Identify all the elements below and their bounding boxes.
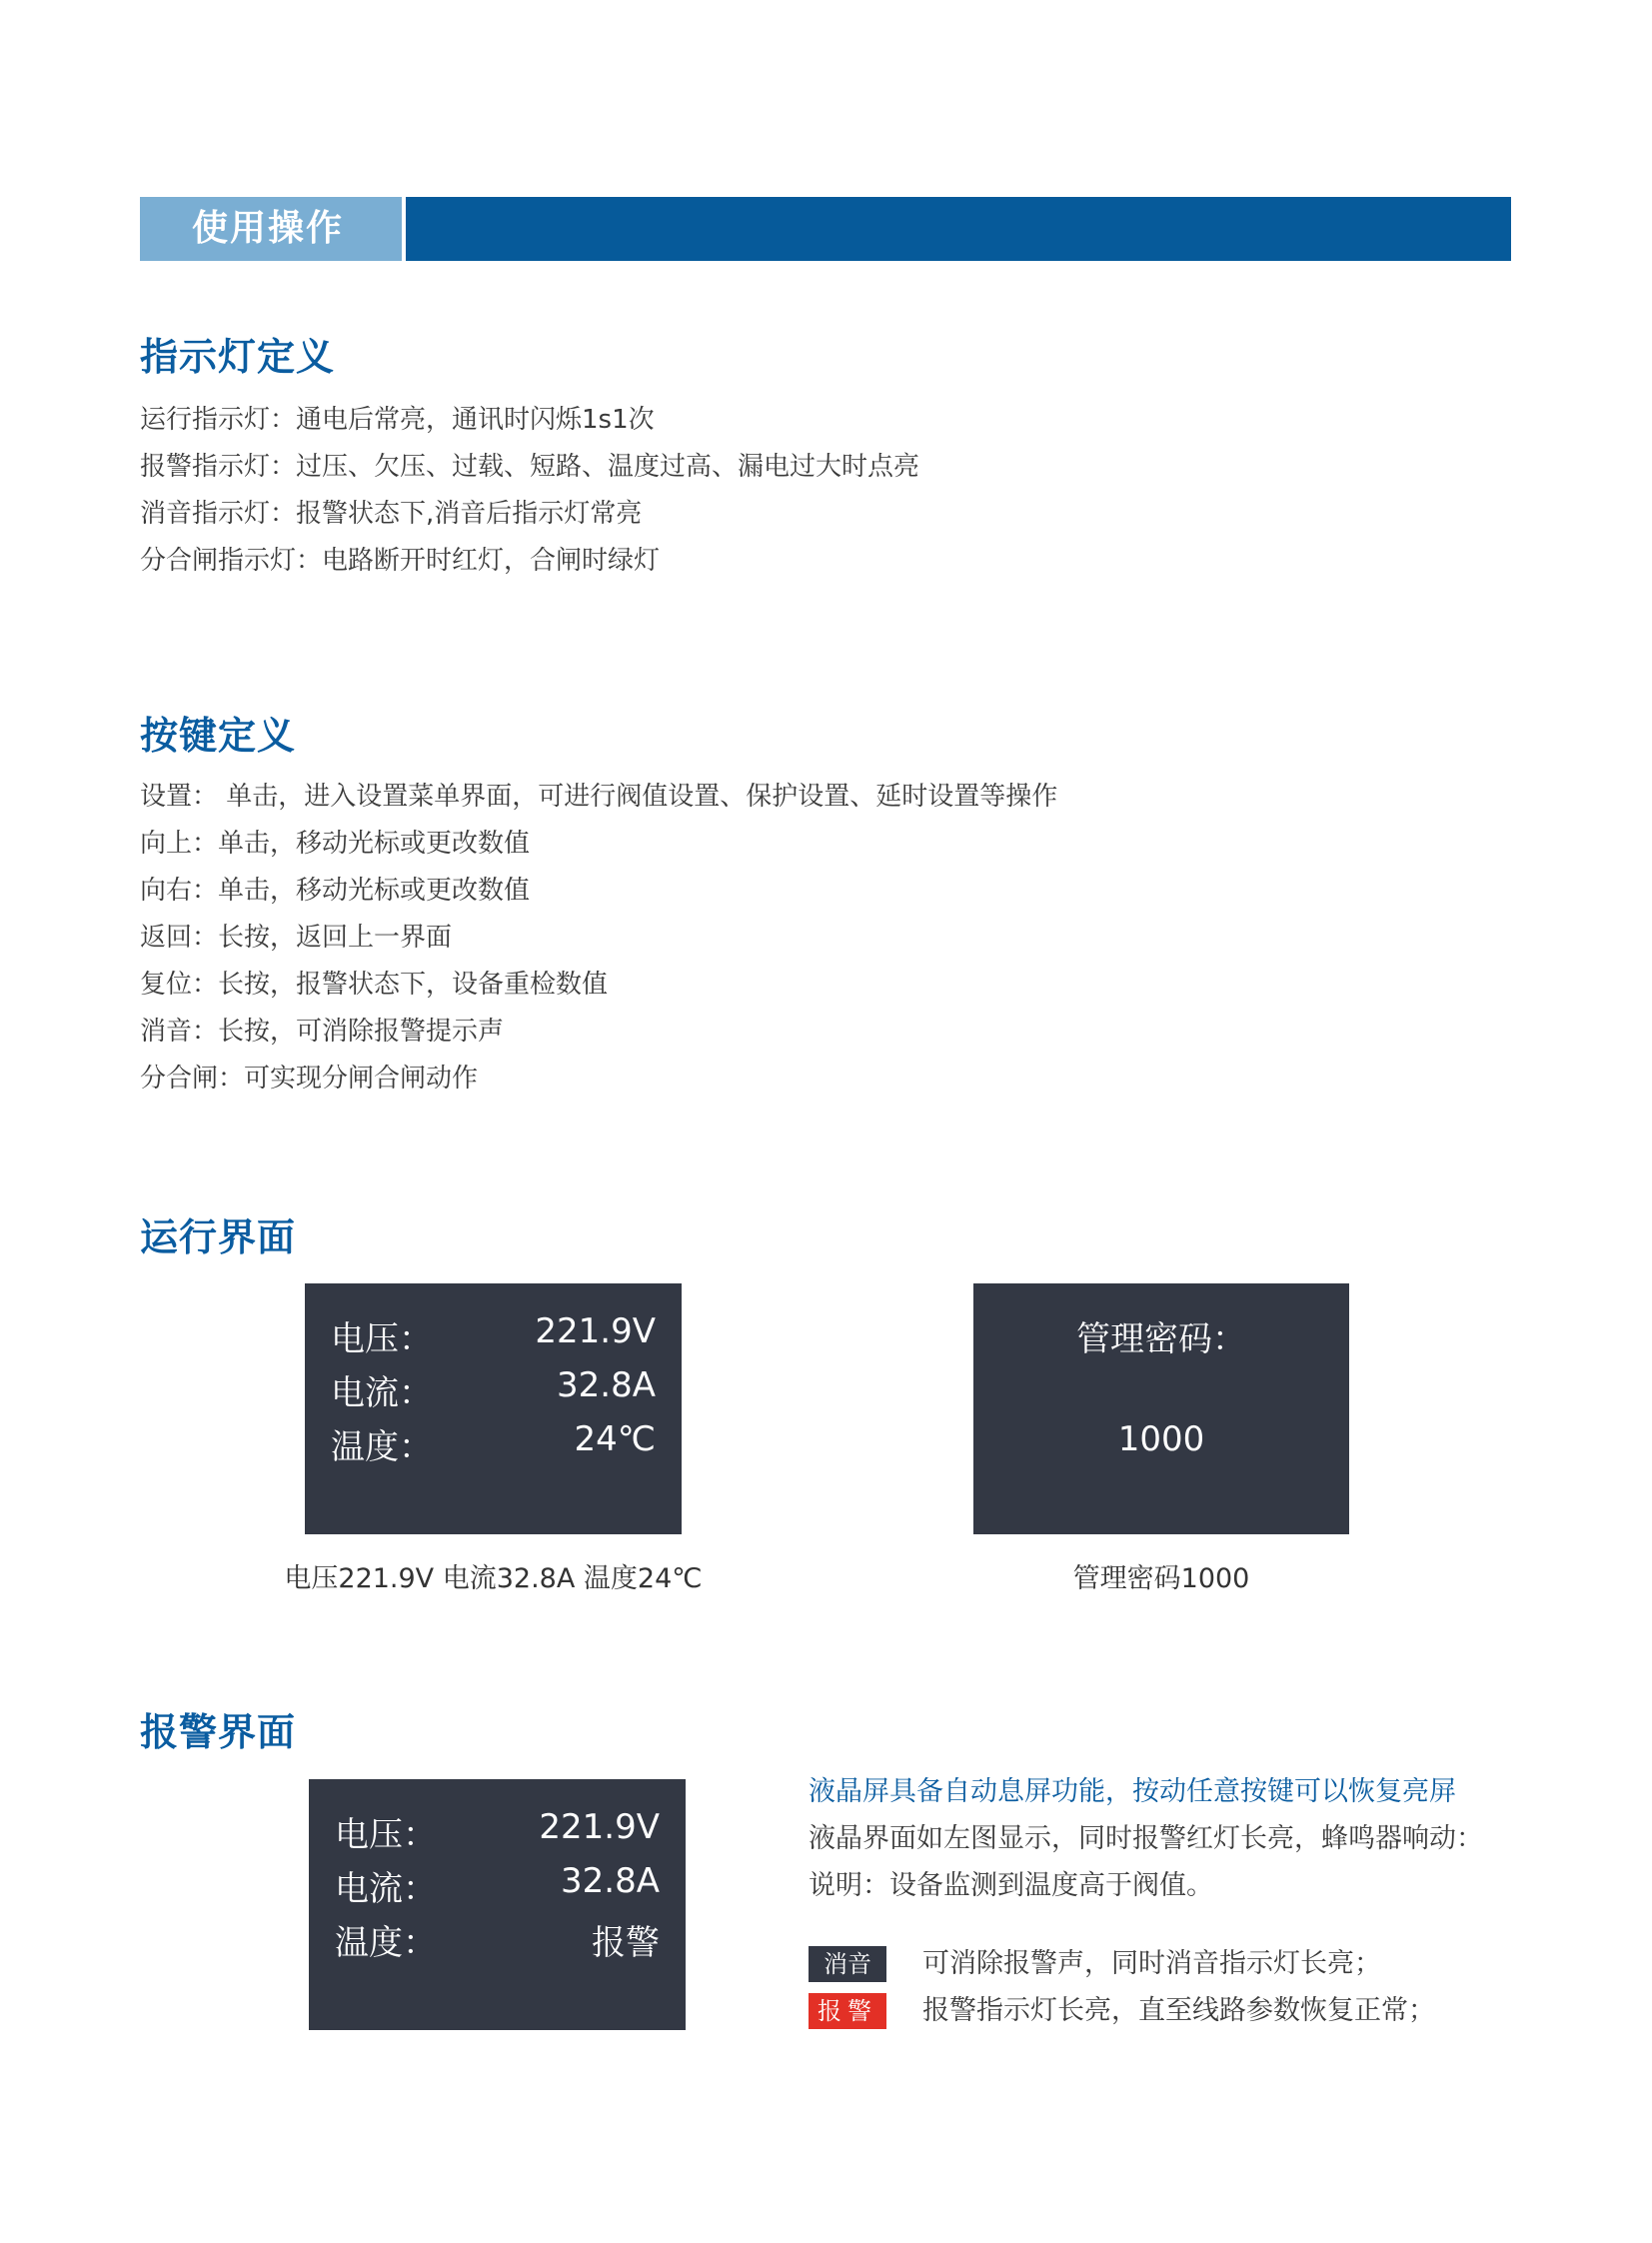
section-banner [140,197,1511,261]
lcd-temp-label: 温度： [331,1427,433,1467]
alarm-heading: 报警界面 [140,1710,297,1754]
mute-tag-desc: 可消除报警声，同时消音指示灯长亮； [922,1948,1381,1979]
lcd-temp-value: 24℃ [574,1419,656,1459]
indicator-line: 报警指示灯：过压、欠压、过载、短路、温度过高、漏电过大时点亮 [140,452,920,482]
lcd-current-label: 电流： [331,1373,433,1413]
lcd-current-label: 电流： [335,1869,437,1909]
keys-list [140,774,1057,1103]
lcd-voltage-value: 221.9V [535,1311,656,1351]
indicator-heading: 指示灯定义 [140,335,336,379]
lcd-password-screen [973,1283,1349,1534]
alarm-line: 液晶界面如左图显示，同时报警红灯长亮，蜂鸣器响动： [809,1823,1483,1854]
indicator-line: 分合闸指示灯：电路断开时红灯，合闸时绿灯 [140,546,661,576]
alarm-description [809,1768,1483,1909]
mute-tag: 消音 [809,1946,886,1982]
alarm-highlight-text: 液晶屏具备自动息屏功能，按动任意按键可以恢复亮屏 [809,1776,1456,1807]
indicator-list [140,397,919,585]
keys-heading: 按键定义 [140,714,297,758]
lcd-voltage-label: 电压： [335,1815,437,1855]
key-line: 消音：长按，可消除报警提示声 [140,1017,505,1047]
indicator-line: 运行指示灯：通电后常亮，通讯时闪烁1s1次 [140,405,655,435]
key-line: 分合闸：可实现分闸合闸动作 [140,1064,479,1094]
alarm-tag-desc: 报警指示灯长亮，直至线路参数恢复正常； [922,1995,1435,2026]
lcd-voltage-value: 221.9V [539,1807,660,1847]
indicator-line: 消音指示灯：报警状态下,消音后指示灯常亮 [140,499,643,529]
lcd-alarm-value: 报警 [592,1923,660,1963]
password-screen-caption: 管理密码1000 [1072,1563,1250,1594]
lcd-current-value: 32.8A [557,1365,656,1405]
key-line: 复位：长按，报警状态下，设备重检数值 [140,970,609,1000]
lcd-voltage-label: 电压： [331,1319,433,1359]
lcd-password-title: 管理密码： [1076,1319,1246,1359]
lcd-password-value: 1000 [1117,1419,1205,1459]
lcd-alarm-screen [309,1779,686,2030]
lcd-temp-label: 温度： [335,1923,437,1963]
key-line: 返回：长按，返回上一界面 [140,923,453,953]
lcd-running-screen [305,1283,682,1534]
running-heading: 运行界面 [140,1215,297,1259]
alarm-tag: 报警 [809,1993,886,2029]
key-line: 向上：单击，移动光标或更改数值 [140,829,531,859]
key-line: 向右：单击，移动光标或更改数值 [140,876,531,906]
lcd-current-value: 32.8A [561,1861,660,1901]
alarm-line: 说明：设备监测到温度高于阀值。 [809,1870,1213,1901]
banner-bar [406,197,1511,261]
key-line: 设置： 单击，进入设置菜单界面，可进行阀值设置、保护设置、延时设置等操作 [140,782,1058,812]
running-screen-caption: 电压221.9V 电流32.8A 温度24℃ [284,1563,703,1594]
banner-title: 使用操作 [140,197,402,261]
